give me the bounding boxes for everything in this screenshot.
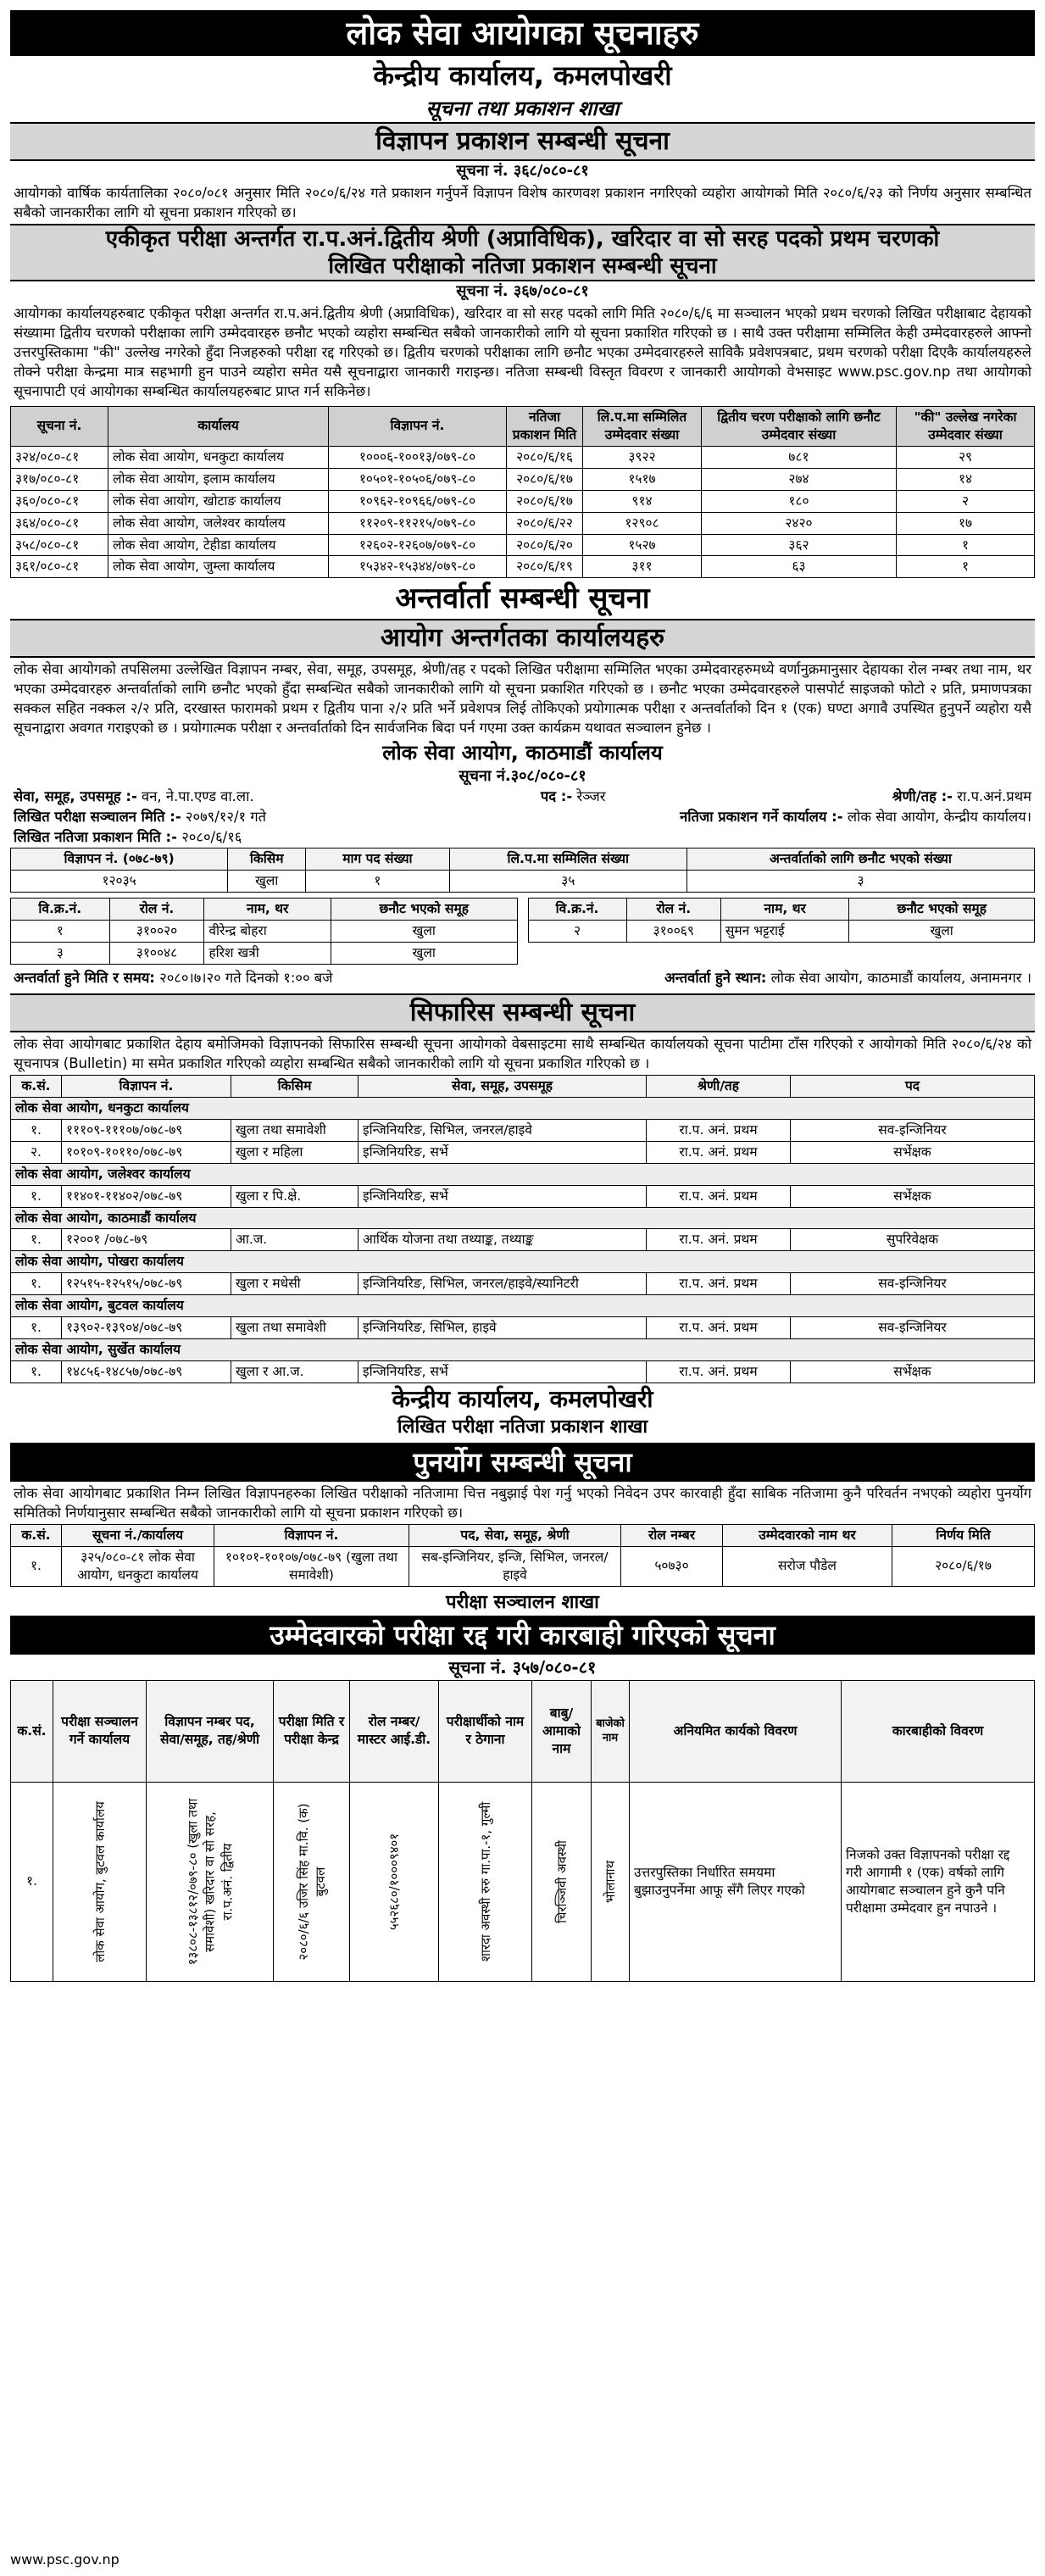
cell-name: शारदा अवस्थी रुरु गा.पा.-१, गुल्मी <box>477 1801 493 1961</box>
review-heading: पुनर्योग सम्बन्धी सूचना <box>10 1443 1035 1482</box>
col-header: रोल नम्बर <box>621 1524 723 1546</box>
place-value: लोक सेवा आयोग, काठमाडौं कार्यालय, अनामनगर । <box>770 969 1031 986</box>
table-row <box>11 490 1035 512</box>
cell: निजको उक्त विज्ञापनको परीक्षा रद्द गरी आगामी १ (एक) वर्षको लागि आयोगबाट सञ्चालन हुने कुनै पनि परीक्षामा उम्मेदवार हुन नपाउने । <box>842 1782 1035 1981</box>
notice2-heading <box>10 224 1035 281</box>
time-value: २०८०।७।२० गते दिनको १:०० बजे <box>159 969 333 986</box>
cell: खुला <box>331 921 518 943</box>
col-header: द्वितीय चरण परीक्षाको लागि छनौट उम्मेदवार संख्या <box>702 407 897 447</box>
cell: ३ <box>686 871 1034 893</box>
interview-heading: अन्तर्वार्ता सम्बन्धी सूचना <box>395 581 650 616</box>
cell: ३११ <box>583 556 702 578</box>
table-row <box>11 534 1035 556</box>
cell-grand: भोलानाथ <box>602 1860 618 1903</box>
col-header: पद, सेवा, समूह, श्रेणी <box>409 1524 621 1546</box>
cell: हरिश खत्री <box>204 943 331 965</box>
cell: ३२४/०८०-८१ <box>11 446 108 468</box>
cell: खुला र पि.क्षे. <box>231 1185 359 1207</box>
table-row <box>11 1360 1035 1383</box>
cell: ३५ <box>449 871 686 893</box>
table-header <box>11 899 518 921</box>
table-header <box>11 848 1035 871</box>
table-header <box>11 1524 1035 1546</box>
col-header: सूचना नं. <box>11 407 108 447</box>
cell: १. <box>11 1119 62 1141</box>
cell: इन्जिनियरिङ, सर्भे <box>359 1185 647 1207</box>
col-header: क.सं. <box>11 1075 62 1097</box>
col-header: माग पद संख्या <box>306 848 449 871</box>
office-group-row <box>11 1295 1035 1317</box>
col-header: लि.प.मा सम्मिलित उम्मेदवार संख्या <box>583 407 702 447</box>
cell: सर्भेक्षक <box>791 1360 1035 1383</box>
table-row <box>11 468 1035 490</box>
cell <box>439 1782 532 1981</box>
cell: इन्जिनियरिङ, सिभिल, हाइवे <box>359 1317 647 1339</box>
cell: रा.प. अनं. प्रथम <box>647 1185 791 1207</box>
cell: २०८०/६/१६ <box>507 446 583 468</box>
interview-meta-row1 <box>10 787 1035 807</box>
cell: १. <box>11 1546 62 1586</box>
cell: १ <box>897 534 1035 556</box>
col-header: रोल नम्बर/मास्टर आई.डी. <box>350 1680 439 1782</box>
cell: लोक सेवा आयोग, जलेश्वर कार्यालय <box>108 512 329 534</box>
col-header: लि.प.मा सम्मिलित संख्या <box>449 848 686 871</box>
table-row <box>11 943 518 965</box>
cell: १२९०८ <box>583 512 702 534</box>
cancel-number: सूचना नं. ३५७/०८०-८१ <box>448 1656 597 1677</box>
office-group-row <box>11 1097 1035 1119</box>
cell: २९ <box>897 446 1035 468</box>
cell <box>350 1782 439 1981</box>
office-group: लोक सेवा आयोग, सुर्खेत कार्यालय <box>11 1339 1035 1361</box>
cell: २. <box>11 1141 62 1163</box>
col-header: वि.क्र.नं. <box>528 899 626 921</box>
cell-roll: ५५२६८०/१०००९४०१ <box>386 1833 402 1930</box>
notice2-body: आयोगका कार्यालयहरुबाट एकीकृत परीक्षा अन्तर्गत रा.प.अनं.द्वितीय श्रेणी (अप्राविधिक), खरिदार वा सो सरह पदको लागि मिति २०८०/६/६ मा सञ्चालन भएको प्रथम चरणको लिखित परीक्षाबाट देहायको संख्यामा द्वितीय चरणको परीक्षाका लागि उम्मेदवारहरु छनौट भएको व्यहोरा सम्बन्धित सबैको जानकारीको लागि यो सूचना प्रकाशित गरिएको छ । साथै उक्त परीक्षामा सम्मिलित केही उम्मेदवारहरुले आफ्नो उत्तरपुस्तिकामा "की" उल्लेख नगरेको हुँदा निजहरुको परीक्षा रद्द गरिएको छ। द्वितीय चरणको परीक्षाका लागि छनौट भएका उम्मेदवारहरुले साविकै प्रवेशपत्रबाट, प्रथम चरणको परीक्षा दिएकै कार्यालयहरुले तोक्ने परीक्षा केन्द्रमा मात्र सहभागी हुन पाउने व्यहोरा समेत यसै सूचनाद्वारा जानकारी गराइन्छ। नतिजा सम्बन्धी विस्तृत विवरण र जानकारी आयोगको वेभसाइट www.psc.gov.np तथा आयोगको सूचनापाटी एवं आयोगका सम्बन्धित कार्यालयहरुबाट प्राप्त गर्न सकिनेछ। <box>14 305 1031 399</box>
col-header: रोल नं. <box>109 899 204 921</box>
cell: १५१७ <box>583 468 702 490</box>
cell: लोक सेवा आयोग, धनकुटा कार्यालय <box>108 446 329 468</box>
notice2-heading-line1: एकीकृत परीक्षा अन्तर्गत रा.प.अनं.द्वितीय श्रेणी (अप्राविधिक), खरिदार वा सो सरह पदको प्रथम चरणको <box>105 226 940 252</box>
cell: रा.प. अनं. प्रथम <box>647 1141 791 1163</box>
cell: ३१००६९ <box>626 921 720 943</box>
table-row <box>11 1546 1035 1586</box>
cell: सुपरिवेक्षक <box>791 1229 1035 1251</box>
cell: खुला र आ.ज. <box>231 1360 359 1383</box>
cell-adv: १३८०८-१३८१२/०७९-८० (खुला तथा समावेशी) खरिदार वा सो सरह, रा.प.अनं. द्वितीय <box>185 1798 235 1965</box>
cell: खुला <box>228 871 306 893</box>
results-table <box>10 406 1035 578</box>
col-header: वि.क्र.नं. <box>11 899 110 921</box>
cell-date: २०८०/६/६ उजिर सिंह मा.वि. (क) बुटवल <box>295 1803 328 1961</box>
office-group: लोक सेवा आयोग, पोखरा कार्यालय <box>11 1251 1035 1273</box>
cell: ५०७३० <box>621 1546 723 1586</box>
col-header: सेवा, समूह, उपसमूह <box>359 1075 647 1097</box>
col-header: रोल नं. <box>626 899 720 921</box>
result-date-value: २०८०/६/१६ <box>181 829 242 846</box>
office-group: लोक सेवा आयोग, धनकुटा कार्यालय <box>11 1097 1035 1119</box>
office-group: लोक सेवा आयोग, जलेश्वर कार्यालय <box>11 1163 1035 1185</box>
candidates-right-table <box>528 898 1036 943</box>
cancel-branch: परीक्षा सञ्चालन शाखा <box>446 1591 599 1613</box>
cell: १. <box>11 1360 62 1383</box>
col-header: विज्ञापन नं. <box>214 1524 409 1546</box>
cell: आर्थिक योजना तथा तथ्याङ्क, तथ्याङ्क <box>359 1229 647 1251</box>
cell: १ <box>11 921 110 943</box>
main-title: लोक सेवा आयोगका सूचनाहरु <box>10 10 1035 56</box>
col-header: "की" उल्लेख नगरेका उम्मेदवार संख्या <box>897 407 1035 447</box>
cell: ३९२२ <box>583 446 702 468</box>
time-label: अन्तर्वार्ता हुने मिति र समय: <box>14 969 155 986</box>
col-header: छनौट भएको समूह <box>849 899 1035 921</box>
cell: २४२० <box>702 512 897 534</box>
grade-label: श्रेणी/तह :- <box>892 788 953 805</box>
cell: सर्भेक्षक <box>791 1141 1035 1163</box>
review-office: केन्द्रीय कार्यालय, कमलपोखरी <box>392 1384 653 1413</box>
interview-body: लोक सेवा आयोगको तपसिलमा उल्लेखित विज्ञापन नम्बर, सेवा, समूह, उपसमूह, श्रेणी/तह र पदको लिखित परीक्षामा सम्मिलित भएका उम्मेदवारहरुमध्ये वर्णानुक्रमानुसार देहायका रोल नम्बर तथा नाम, थर भएका उम्मेदवारहरु अन्तर्वार्ताको लागि छनौट भएको हुँदा सम्बन्धित सबैको जानकारीको लागि यो सूचना प्रकाशित गरिएको छ । छनौट भएका उम्मेदवारहरुले पासपोर्ट साइजको फोटो २ प्रति, प्रमाणपत्रका सक्कल सहित नक्कल २/२ प्रति, दरखास्त फारामको प्रथम र द्वितीय पाना २/२ प्रति भर्ने प्रवेशपत्र लिई तोकिएको प्रयोगात्मक परीक्षा र अन्तर्वार्ताको दिन १ (एक) घण्टा अगावै उपस्थित हुनुपर्ने व्यहोरा यसै सूचनाद्वारा अवगत गराइएको छ । प्रयोगात्मक परीक्षा र अन्तर्वार्ताको दिन सार्वजनिक बिदा पर्न गएमा उक्त कार्यक्रम यथावत सञ्चालन हुनेछ । <box>14 661 1031 737</box>
table-row <box>11 1782 1035 1981</box>
cell: रा.प. अनं. प्रथम <box>647 1119 791 1141</box>
interview-time-place <box>10 968 1035 988</box>
cell: २०८०/६/१७ <box>892 1546 1035 1586</box>
cell: २७४ <box>702 468 897 490</box>
cell: ११४०१-११४०२/०७८-७९ <box>62 1185 231 1207</box>
col-header: उम्मेदवारको नाम थर <box>723 1524 892 1546</box>
col-header: विज्ञापन नम्बर पद, सेवा/समूह, तह/श्रेणी <box>147 1680 274 1782</box>
table-row <box>11 871 1035 893</box>
col-header: बाजेको नाम <box>592 1680 630 1782</box>
cell: ३६१/०८०-८१ <box>11 556 108 578</box>
cell: ७८१ <box>702 446 897 468</box>
cell: ९१४ <box>583 490 702 512</box>
office-group-row <box>11 1163 1035 1185</box>
cell: खुला र मधेसी <box>231 1273 359 1295</box>
table-header <box>528 899 1035 921</box>
cell: १०९६२-१०९६६/०७९-८० <box>329 490 507 512</box>
col-header: परीक्षार्थीको नाम र ठेगाना <box>439 1680 532 1782</box>
interview-sub-banner: आयोग अन्तर्गतका कार्यालयहरु <box>10 619 1035 658</box>
cell: सब-इन्जिनियर, इन्जि, सिभिल, जनरल/हाइवे <box>409 1546 621 1586</box>
cell: १०५०१-१०५०६/०७९-८० <box>329 468 507 490</box>
cell: १०१०१-१०१०७/०७८-७९ (खुला तथा समावेशी) <box>214 1546 409 1586</box>
table-row <box>11 556 1035 578</box>
cell: १७ <box>897 512 1035 534</box>
col-header: अनियमित कार्यको विवरण <box>630 1680 842 1782</box>
col-header: पद <box>791 1075 1035 1097</box>
table-row <box>528 921 1035 943</box>
cell: १. <box>11 1229 62 1251</box>
office-title: केन्द्रीय कार्यालय, कमलपोखरी <box>373 59 672 92</box>
cell <box>53 1782 147 1981</box>
col-header: कार्यालय <box>108 407 329 447</box>
cell: लोक सेवा आयोग, टेहीडा कार्यालय <box>108 534 329 556</box>
cell: १२००१ /०७८-७९ <box>62 1229 231 1251</box>
notice2-heading-line2: लिखित परीक्षाको नतिजा प्रकाशन सम्बन्धी सूचना <box>328 253 717 279</box>
col-header: किसिम <box>231 1075 359 1097</box>
recommend-table <box>10 1075 1035 1383</box>
recommend-heading: सिफारिस सम्बन्धी सूचना <box>10 993 1035 1032</box>
cell: १२५१५-१२५१५/०७८-७९ <box>62 1273 231 1295</box>
cell: इन्जिनियरिङ, सर्भे <box>359 1360 647 1383</box>
review-body: लोक सेवा आयोगबाट प्रकाशित निम्न लिखित विज्ञापनहरुका लिखित परीक्षाको नतिजामा चित्त नबुझाई पेश गर्नु भएको निवेदन उपर कारवाही हुँदा साबिक नतिजामा कुनै परिवर्तन नभएको व्यहोरा पुनर्योग समितिको निर्णयानुसार सम्बन्धित सबैको जानकारीको लागि यो सूचना प्रकाशन गरिएको छ। <box>14 1484 1031 1521</box>
interview-meta-row2 <box>10 807 1035 827</box>
cell: १५३४२-१५३४४/०७९-८० <box>329 556 507 578</box>
col-header: अन्तर्वार्ताको लागि छनौट भएको संख्या <box>686 848 1034 871</box>
col-header: सूचना नं./कार्यालय <box>62 1524 214 1546</box>
cell: १४८५६-१४८५७/०७८-७९ <box>62 1360 231 1383</box>
cell: खुला र महिला <box>231 1141 359 1163</box>
cell: रा.प. अनं. प्रथम <box>647 1317 791 1339</box>
review-branch: लिखित परीक्षा नतिजा प्रकाशन शाखा <box>397 1416 648 1438</box>
cell-office: लोक सेवा आयोग, बुटवल कार्यालय <box>92 1800 108 1962</box>
cell <box>592 1782 630 1981</box>
candidate-tables <box>10 898 1035 965</box>
cell: रा.प. अनं. प्रथम <box>647 1273 791 1295</box>
cell: इन्जिनियरिङ, सर्भे <box>359 1141 647 1163</box>
cell: १०१०९-१०११०/०७८-७९ <box>62 1141 231 1163</box>
results-table-header <box>11 407 1035 447</box>
col-header: परीक्षा सञ्चालन गर्ने कार्यालय <box>53 1680 147 1782</box>
service-value: वन, ने.पा.एण्ड वा.ला. <box>142 788 254 805</box>
result-date-label: लिखित नतिजा प्रकाशन मिति :- <box>14 829 177 846</box>
office-group: लोक सेवा आयोग, बुटवल कार्यालय <box>11 1295 1035 1317</box>
cell <box>274 1782 350 1981</box>
service-label: सेवा, समूह, उपसमूह :- <box>14 788 137 805</box>
col-header: विज्ञापन नं. <box>62 1075 231 1097</box>
cell: खुला <box>849 921 1035 943</box>
table-row <box>11 446 1035 468</box>
cell: १०००६-१००१३/०७९-८० <box>329 446 507 468</box>
col-header: छनौट भएको समूह <box>331 899 518 921</box>
cell: २०८०/६/२२ <box>507 512 583 534</box>
cell: २०८०/६/२० <box>507 534 583 556</box>
cell: २०८०/६/१७ <box>507 468 583 490</box>
cell: सव-इन्जिनियर <box>791 1273 1035 1295</box>
cell: १८० <box>702 490 897 512</box>
office-group-row <box>11 1339 1035 1361</box>
cell: १११०९-१११०७/०७८-७९ <box>62 1119 231 1141</box>
col-header: विज्ञापन नं. (०७८-७९) <box>11 848 228 871</box>
cell: ३१००४८ <box>109 943 204 965</box>
cell: १४ <box>897 468 1035 490</box>
interview-summary-table <box>10 848 1035 893</box>
col-header: किसिम <box>228 848 306 871</box>
cell: २०८०/६/१७ <box>507 490 583 512</box>
cell: इन्जिनियरिङ, सिभिल, जनरल/हाइवे <box>359 1119 647 1141</box>
branch-title: सूचना तथा प्रकाशन शाखा <box>425 97 620 120</box>
recommend-body: लोक सेवा आयोगबाट प्रकाशित देहाय बमोजिमको विज्ञापनको सिफारिस सम्बन्धी सूचना आयोगको वेबसाइटमा साथै सम्बन्धित कार्यालयको सूचना पाटीमा टाँस गरिएको र आयोगको मिति २०८०/६/२४ को सूचनापत्र (Bulletin) मा समेत प्रकाशित गरिएको व्यहोरा सम्बन्धित सबैको जानकारीको लागि यो सूचना प्रकाशित गरिएको छ । <box>14 1035 1031 1071</box>
notice1-number: सूचना नं. ३६८/०८०-८१ <box>456 162 589 180</box>
cell: ३६२ <box>702 534 897 556</box>
table-row <box>11 1185 1035 1207</box>
office-group-row <box>11 1207 1035 1229</box>
result-office-value: लोक सेवा आयोग, केन्द्रीय कार्यालय। <box>847 809 1031 826</box>
cell: १. <box>11 1317 62 1339</box>
cell: ११२०९-११२१५/०७९-८० <box>329 512 507 534</box>
cell: ३२५/०८०-८१ लोक सेवा आयोग, धनकुटा कार्यालय <box>62 1546 214 1586</box>
result-office-label: नतिजा प्रकाशन गर्ने कार्यालय :- <box>680 809 843 826</box>
grade-value: रा.प.अनं.प्रथम <box>957 788 1031 805</box>
table-row <box>11 1273 1035 1295</box>
interview-meta-row3 <box>10 827 1035 848</box>
table-header <box>11 1075 1035 1097</box>
col-header: नतिजा प्रकाशन मिति <box>507 407 583 447</box>
interview-number: सूचना नं.३०८/०८०-८१ <box>459 767 586 786</box>
col-header: निर्णय मिति <box>892 1524 1035 1546</box>
cell: लोक सेवा आयोग, खोटाङ कार्यालय <box>108 490 329 512</box>
cell: खुला तथा समावेशी <box>231 1317 359 1339</box>
cell: सर्भेक्षक <box>791 1185 1035 1207</box>
table-row <box>11 1317 1035 1339</box>
col-header: बाबु/आमाको नाम <box>532 1680 592 1782</box>
cell <box>147 1782 274 1981</box>
cell: सरोज पौडेल <box>723 1546 892 1586</box>
footer-url[interactable]: www.psc.gov.np <box>10 2551 120 2568</box>
cell: वीरेन्द्र बोहरा <box>204 921 331 943</box>
post-value: रेञ्जर <box>576 788 606 805</box>
cell <box>532 1782 592 1981</box>
cell: खुला <box>331 943 518 965</box>
cell: ३१००२० <box>109 921 204 943</box>
col-header: क.सं. <box>11 1680 53 1782</box>
col-header: विज्ञापन नं. <box>329 407 507 447</box>
place-label: अन्तर्वार्ता हुने स्थान: <box>664 969 767 986</box>
cell: सुमन भट्टराई <box>720 921 848 943</box>
cell-parent: चिरञ्जिवी अवस्थी <box>553 1839 570 1923</box>
cell: १२०३५ <box>11 871 228 893</box>
col-header: परीक्षा मिति र परीक्षा केन्द्र <box>274 1680 350 1782</box>
cell: ३६४/०८०-८१ <box>11 512 108 534</box>
cell: खुला तथा समावेशी <box>231 1119 359 1141</box>
col-header: क.सं. <box>11 1524 62 1546</box>
cell: २ <box>897 490 1035 512</box>
cell: १ <box>306 871 449 893</box>
office-group-row <box>11 1251 1035 1273</box>
table-row <box>11 1119 1035 1141</box>
cell: ३५८/०८०-८१ <box>11 534 108 556</box>
cell: उत्तरपुस्तिका निर्धारित समयमा बुझाउनुपर्नेमा आफू सँगै लिएर गएको <box>630 1782 842 1981</box>
col-header: कारबाहीको विवरण <box>842 1680 1035 1782</box>
cell: १. <box>11 1782 53 1981</box>
cell: १३९०२-१३९०४/०७८-७९ <box>62 1317 231 1339</box>
table-header <box>11 1680 1035 1782</box>
col-header: नाम, थर <box>204 899 331 921</box>
cell: सव-इन्जिनियर <box>791 1317 1035 1339</box>
cell: १२६०२-१२६०७/०७९-८० <box>329 534 507 556</box>
candidates-left-table <box>10 898 518 965</box>
cancel-table <box>10 1680 1035 1982</box>
col-header: नाम, थर <box>720 899 848 921</box>
interview-office: लोक सेवा आयोग, काठमाडौं कार्यालय <box>382 741 663 765</box>
cell: सव-इन्जिनियर <box>791 1119 1035 1141</box>
cell: आ.ज. <box>231 1229 359 1251</box>
cell: लोक सेवा आयोग, इलाम कार्यालय <box>108 468 329 490</box>
cell: ३१७/०८०-८१ <box>11 468 108 490</box>
exam-date-label: लिखित परीक्षा सञ्चालन मिति :- <box>14 809 181 826</box>
cell: इन्जिनियरिङ, सिभिल, जनरल/हाइवे/स्यानिटरी <box>359 1273 647 1295</box>
review-table <box>10 1524 1035 1587</box>
table-row <box>11 1229 1035 1251</box>
cell: रा.प. अनं. प्रथम <box>647 1360 791 1383</box>
notice1-heading: विज्ञापन प्रकाशन सम्बन्धी सूचना <box>10 122 1035 161</box>
cell: लोक सेवा आयोग, जुम्ला कार्यालय <box>108 556 329 578</box>
exam-date-value: २०७९/१२/१ गते <box>185 809 267 826</box>
cell: १. <box>11 1273 62 1295</box>
cell: ३६०/०८०-८१ <box>11 490 108 512</box>
notice1-body: आयोगको वार्षिक कार्यतालिका २०८०/०८१ अनुसार मिति २०८०/६/२४ गते प्रकाशन गर्नुपर्ने विज्ञापन विशेष कारणवश प्रकाशन नगरिएको व्यहोरा आयोगको मिति २०८०/६/२३ को निर्णय अनुसार सम्बन्धित सबैको जानकारीका लागि यो सूचना प्रकाशन गरिएको छ। <box>14 185 1031 220</box>
cell: ६३ <box>702 556 897 578</box>
col-header: श्रेणी/तह <box>647 1075 791 1097</box>
table-row <box>11 1141 1035 1163</box>
notice2-number: सूचना नं. ३६७/०८०-८१ <box>456 282 589 300</box>
cell: रा.प. अनं. प्रथम <box>647 1229 791 1251</box>
office-group: लोक सेवा आयोग, काठमाडौं कार्यालय <box>11 1207 1035 1229</box>
table-row <box>11 512 1035 534</box>
cell: २०८०/६/१९ <box>507 556 583 578</box>
post-label: पद :- <box>540 788 573 805</box>
cell: १५२७ <box>583 534 702 556</box>
cell: ३ <box>11 943 110 965</box>
cell: १ <box>897 556 1035 578</box>
cell: २ <box>528 921 626 943</box>
table-row <box>11 921 518 943</box>
cell: १. <box>11 1185 62 1207</box>
cancel-heading: उम्मेदवारको परीक्षा रद्द गरी कारबाही गरिएको सूचना <box>10 1616 1035 1655</box>
